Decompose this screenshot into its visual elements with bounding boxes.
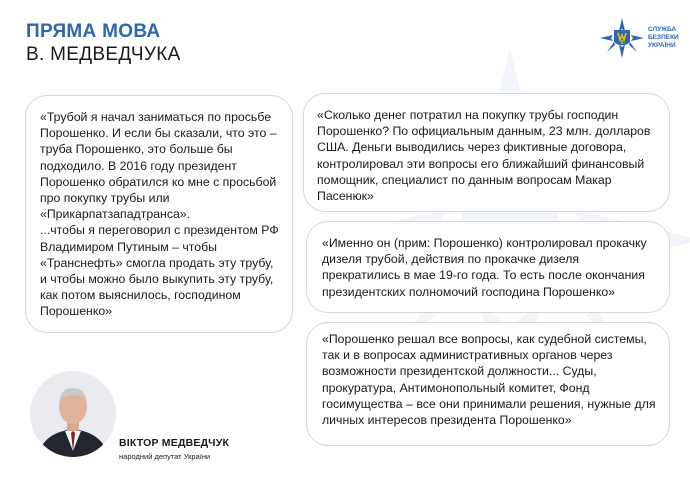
quote-text: «Именно он (прим: Порошенко) контролировал прокачку дизеля трубой, действия по прокачке дизеля прекратились в мае 19-го года. То есть после окончания президентских полномочий господина Порошенко» xyxy=(322,236,647,299)
quote-card-right-3 xyxy=(306,322,670,446)
person-name: ВІКТОР МЕДВЕДЧУК xyxy=(119,437,230,449)
sbu-emblem-icon xyxy=(600,18,644,58)
page-title: ПРЯМА МОВА xyxy=(26,21,161,42)
person-role: народний депутат України xyxy=(119,452,211,461)
quote-card-right-1 xyxy=(303,93,670,212)
avatar xyxy=(30,371,116,457)
logo-line: СЛУЖБА xyxy=(648,26,677,33)
quote-paragraph: «Трубой я начал заниматься по просьбе Порошенко. И если бы сказали, что это – труба Порошенко, это больше бы подходило. В 2016 году президент Порошенко обратился ко мне с просьбой про покупку трубы или «Прикарпатзападтранса». xyxy=(40,110,277,222)
logo-line: УКРАЇНИ xyxy=(648,42,676,49)
quote-paragraph: ...чтобы я переговорил с президентом РФ Владимиром Путиным – чтобы «Транснефть» смогла продать эту трубу, и чтобы можно было выкупить эту трубу, как потом выяснилось, господином Порошенко» xyxy=(40,223,279,319)
quote-card-left xyxy=(25,95,293,333)
portrait-photo xyxy=(30,371,116,457)
logo-line: БЕЗПЕКИ xyxy=(648,34,679,41)
page-header xyxy=(26,20,181,66)
page-subtitle: В. МЕДВЕДЧУКА xyxy=(26,44,181,65)
quote-text: «Сколько денег потратил на покупку трубы господин Порошенко? По официальным данным, 23 млн. долларов США. Деньги выводились через фиктивные договора, контролировал эти вопросы его ближайший финансовый помощник, специалист по данным вопросам Макар Пасенюк» xyxy=(317,108,651,204)
sbu-logo xyxy=(600,18,690,58)
sbu-logo-text xyxy=(648,26,690,50)
quote-card-right-2 xyxy=(306,221,670,313)
quote-text: «Порошенко решал все вопросы, как судебной системы, так и в вопросах административных органов через возможности президентской должности... Суды, прокуратура, Антимонопольный комитет, Фонд госимущества – все они принимали решения, нужные для личных интересов президента Порошенко» xyxy=(322,332,656,428)
